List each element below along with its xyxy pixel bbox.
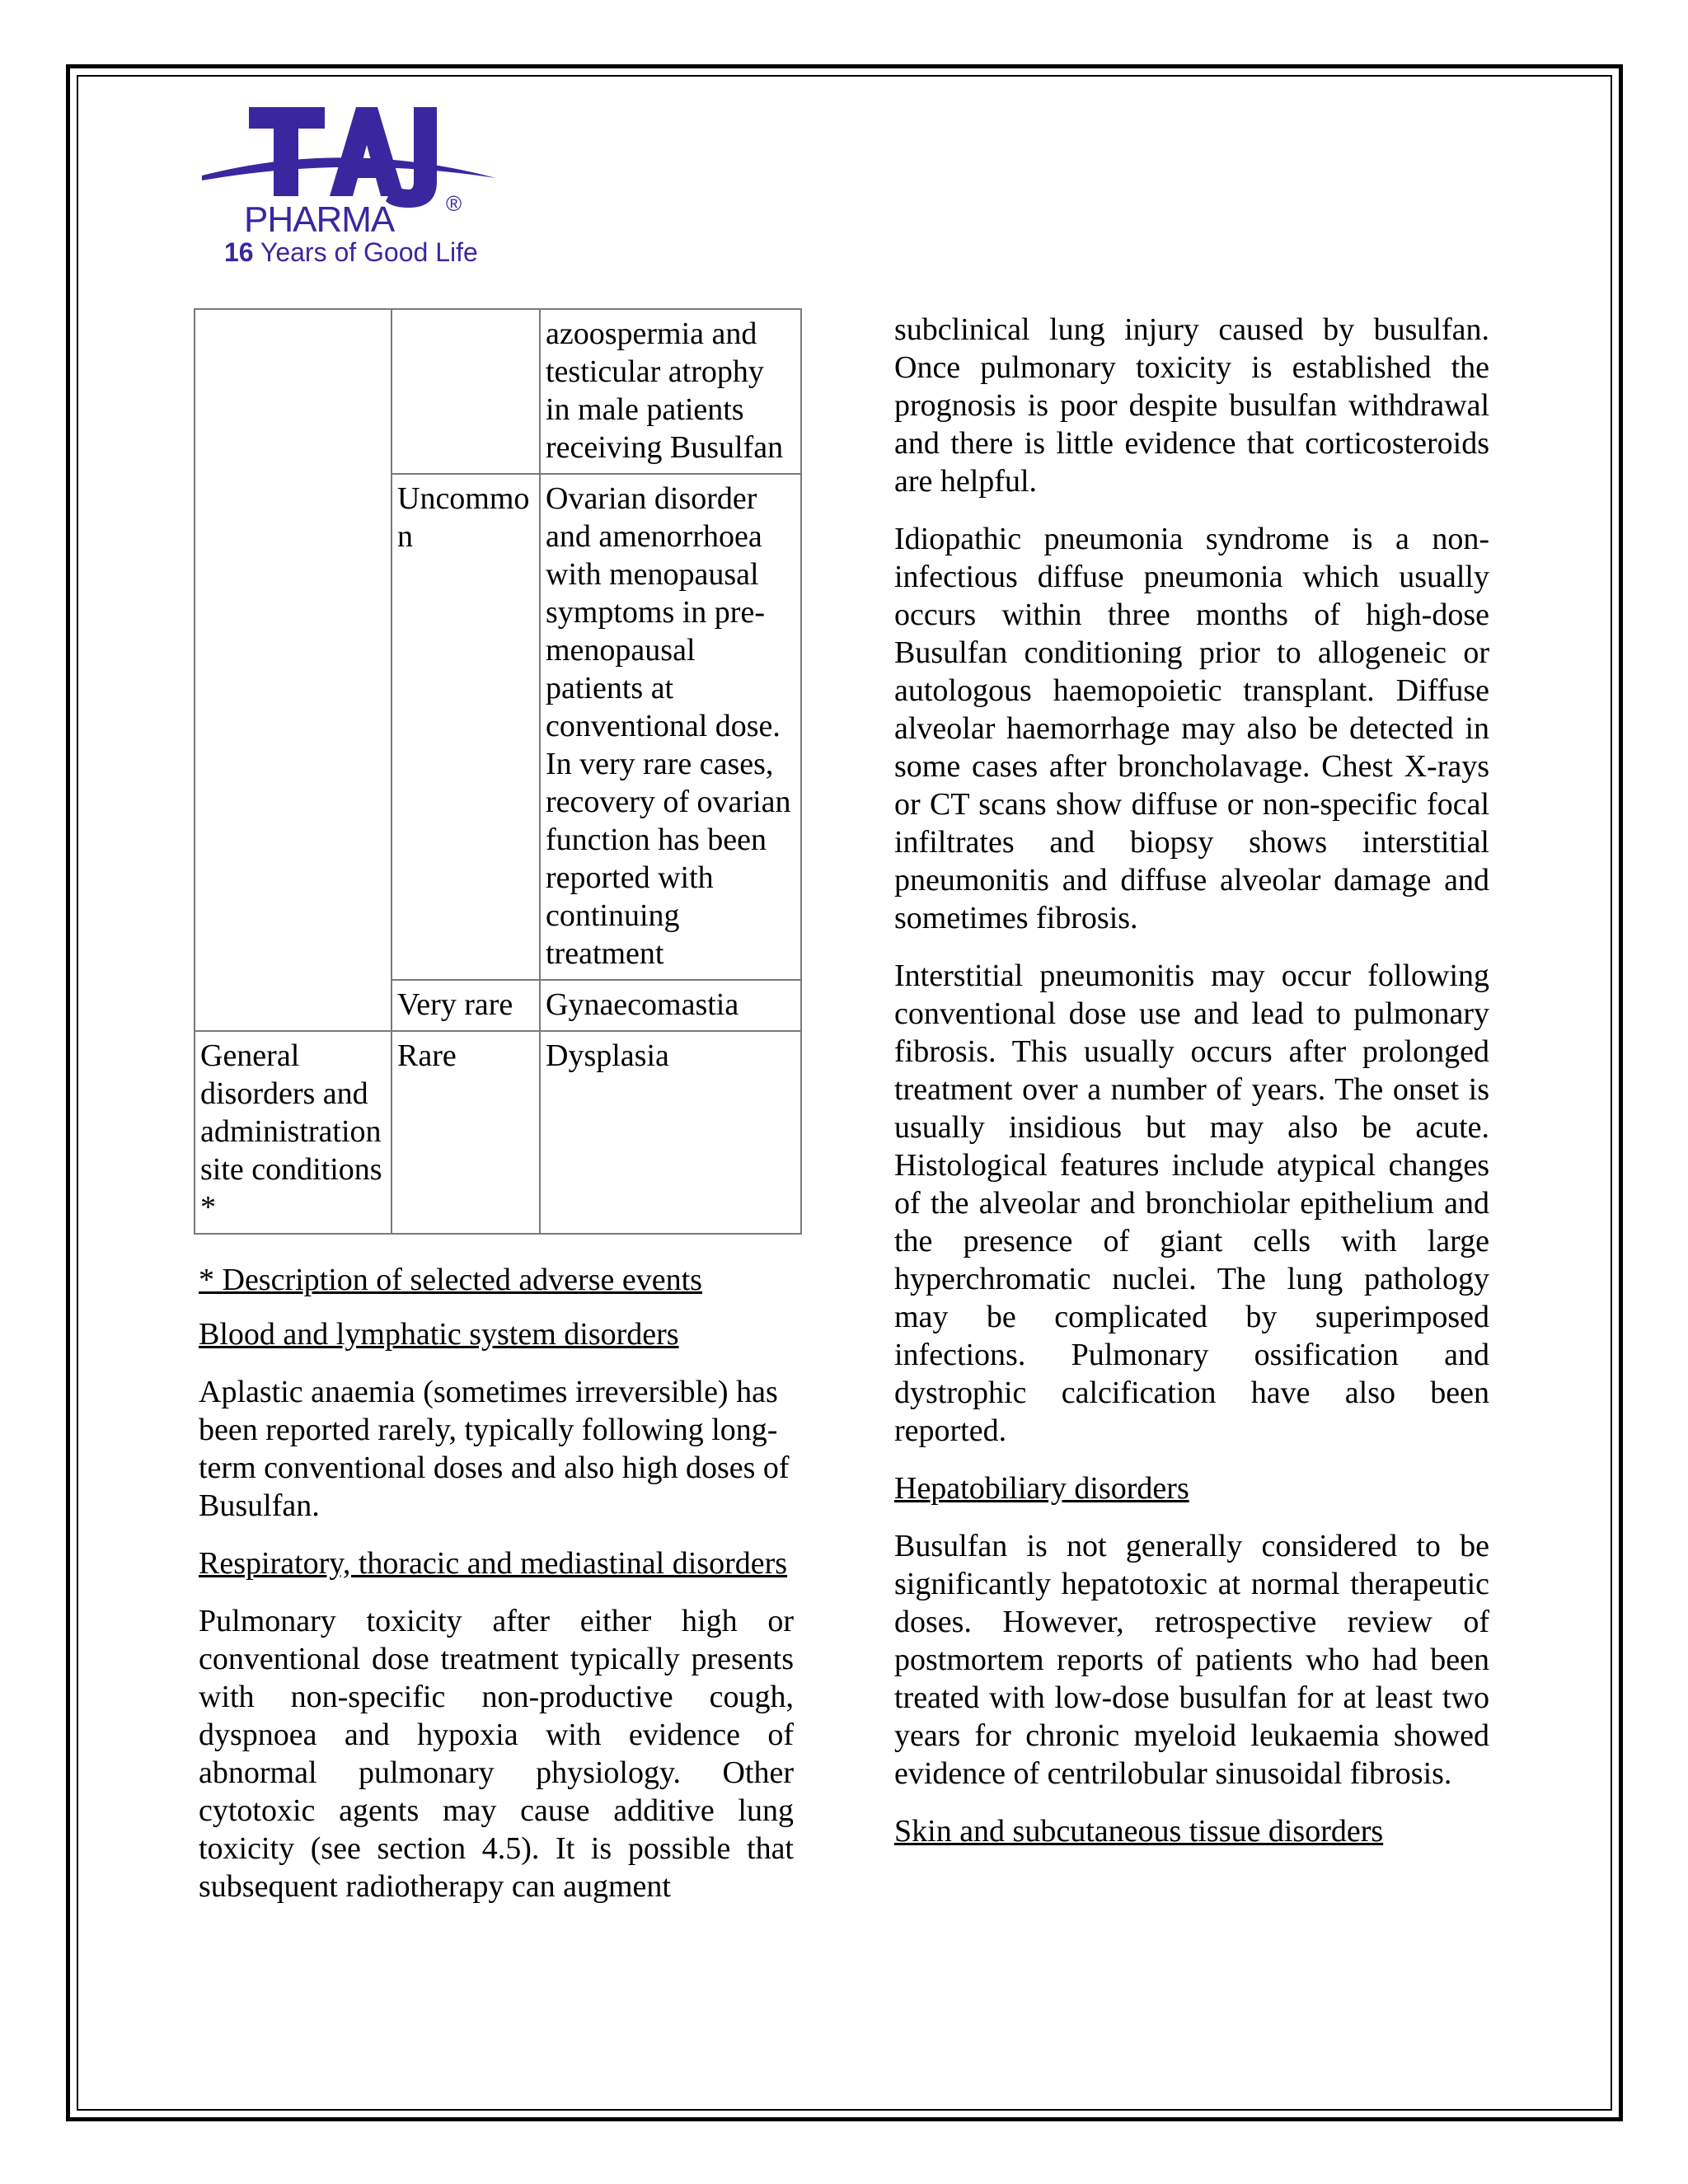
paragraph-pulmonary-toxicity: Pulmonary toxicity after either high or conventional dose treatment typically presents with non-specific non-productive cough, dyspnoea and hypoxia with evidence of abnormal pulmonary physiology. Other cytotoxic agents may cause additive lung toxicity (see section 4.5). It is possible that subsequent radiotherapy can augment: [199, 1604, 794, 1904]
heading-hepatobiliary-disorders: Hepatobiliary disorders: [894, 1471, 1189, 1506]
table-row: [195, 1031, 801, 1234]
frequency-cell: Rare: [392, 1031, 540, 1234]
frequency-cell: [392, 309, 540, 474]
paragraph-idiopathic-pneumonia: Idiopathic pneumonia syndrome is a non-infectious diffuse pneumonia which usually occurs within three months of high-dose Busulfan conditioning prior to allogeneic or autologous haemopoietic transplant. Diffuse alveolar haemorrhage may also be detected in some cases after broncholavage. Chest X-rays or CT scans show diffuse or non-specific focal infiltrates and biopsy shows interstitial pneumonitis and diffuse alveolar damage and sometimes fibrosis.: [894, 522, 1489, 935]
logo-pharma-text: PHARMA: [244, 199, 395, 240]
logo-tagline: [224, 237, 478, 268]
tagline-text: Years of Good Life: [260, 237, 478, 267]
reaction-cell: Ovarian disorder and amenorrhoea with menopausal symptoms in pre-menopausal patients at conventional dose. In very rare cases, recovery of ovarian function has been reported with continuing treatment: [540, 474, 801, 980]
paragraph-pulmonary-continued: subclinical lung injury caused by busulfan. Once pulmonary toxicity is established the prognosis is poor despite busulfan withdrawal and there is little evidence that corticosteroids are helpful.: [894, 312, 1489, 499]
tagline-number: 16: [224, 237, 254, 267]
reaction-cell: azoospermia and testicular atrophy in male patients receiving Busulfan: [540, 309, 801, 474]
paragraph-hepatotoxicity: Busulfan is not generally considered to be significantly hepatotoxic at normal therapeutic doses. However, retrospective review of postmortem reports of patients who had been treated with low-dose busulfan for at least two years for chronic myeloid leukaemia showed evidence of centrilobular sinusoidal fibrosis.: [894, 1529, 1489, 1791]
adverse-events-table: [194, 308, 802, 1235]
paragraph-aplastic-anaemia: Aplastic anaemia (sometimes irreversible) has been reported rarely, typically following long-term conventional doses and also high doses of Busulfan.: [199, 1375, 790, 1523]
organ-cell: [195, 309, 392, 1031]
paragraph-interstitial-pneumonitis: Interstitial pneumonitis may occur following conventional dose use and lead to pulmonary fibrosis. This usually occurs after prolonged treatment over a number of years. The onset is usually insidious but may also be acute. Histological features include atypical changes of the alveolar and bronchiolar epithelium and the presence of giant cells with large hyperchromatic nuclei. The lung pathology may be complicated by superimposed infections. Pulmonary ossification and dystrophic calcification have also been reported.: [894, 958, 1489, 1448]
taj-pharma-logo: [198, 97, 511, 274]
table-row: [195, 309, 801, 474]
heading-skin-disorders: Skin and subcutaneous tissue disorders: [894, 1814, 1384, 1849]
selected-events-note: * Description of selected adverse events: [199, 1263, 702, 1297]
registered-mark: ®: [446, 191, 462, 216]
frequency-cell: Very rare: [392, 980, 540, 1031]
heading-respiratory-disorders: Respiratory, thoracic and mediastinal disorders: [199, 1546, 788, 1581]
heading-blood-disorders: Blood and lymphatic system disorders: [199, 1317, 679, 1352]
right-column: [894, 311, 1489, 1870]
organ-cell: General disorders and administration site conditions *: [195, 1031, 392, 1234]
reaction-cell: Dysplasia: [540, 1031, 801, 1234]
frequency-cell: Uncommon: [392, 474, 540, 980]
reaction-cell: Gynaecomastia: [540, 980, 801, 1031]
left-column: [199, 1261, 794, 1925]
